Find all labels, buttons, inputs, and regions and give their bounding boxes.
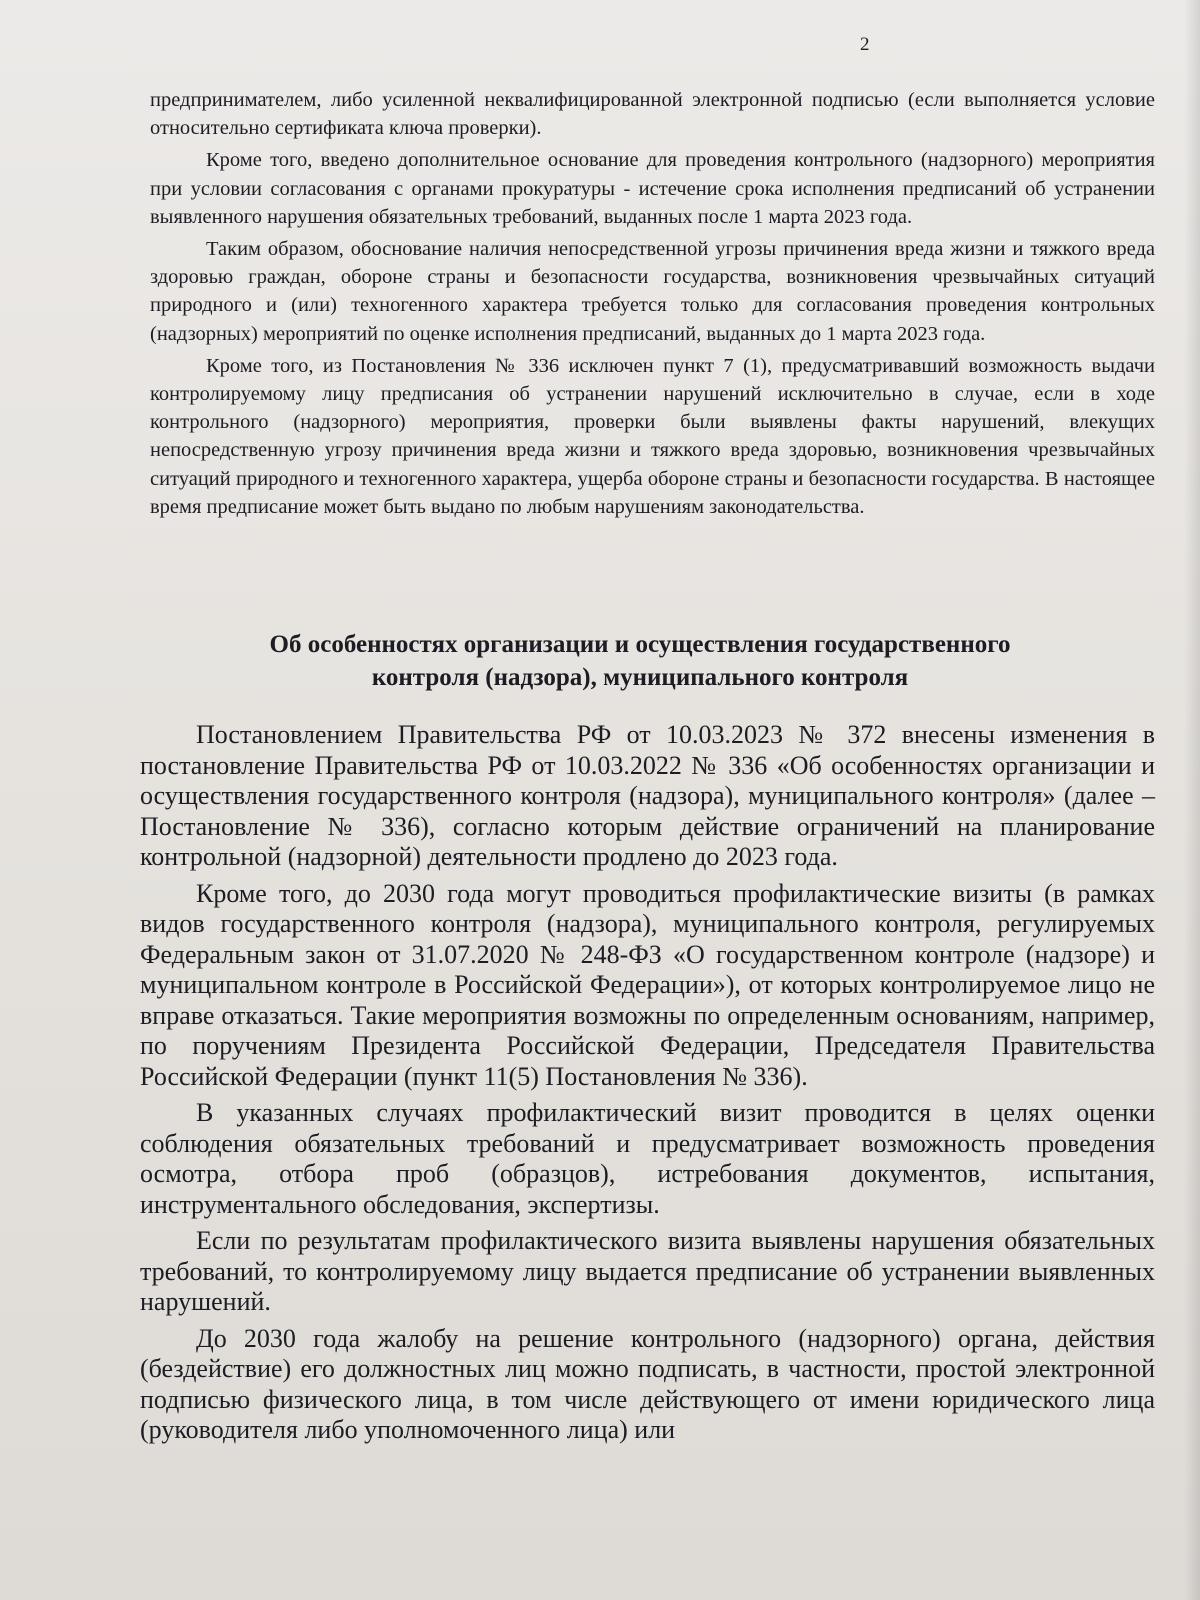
- section-heading-line: Об особенностях организации и осуществления государственного: [269, 631, 1011, 658]
- paragraph: Кроме того, введено дополнительное основание для проведения контрольного (надзорного) мероприятия при условии согласования с органами прокуратуры - истечение срока исполнения предписаний об устранении выявленного нарушения обязательных требований, выданных после 1 марта 2023 года.: [150, 149, 1155, 228]
- paragraph: В указанных случаях профилактический визит проводится в целях оценки соблюдения обязательных требований и предусматривает возможность проведения осмотра, отбора проб (образцов), истребования документов, испытания, инструментального обследования, экспертизы.: [140, 1098, 1155, 1219]
- paragraph: Если по результатам профилактического визита выявлены нарушения обязательных требований, то контролируемому лицу выдается предписание об устранении выявленных нарушений.: [140, 1226, 1155, 1316]
- paragraph: Кроме того, из Постановления № 336 исключен пункт 7 (1), предусматривавший возможность выдачи контролируемому лицу предписания об устранении нарушений исключительно в случае, если в ходе контрольного (надзорного) мероприятия, проверки были выявлены факты нарушений, влекущих непосредственную угрозу причинения вреда жизни и тяжкого вреда здоровью, возникновения чрезвычайных ситуаций природного и техногенного характера, ущерба обороне страны и безопасности государства. В настоящее время предписание может быть выдано по любым нарушениям законодательства.: [150, 354, 1155, 518]
- paragraph-continuation: предпринимателем, либо усиленной неквалифицированной электронной подписью (если выполняется условие относительно сертификата ключа проверки).: [150, 89, 1155, 140]
- section-heading-line: контроля (надзора), муниципального контроля: [371, 664, 909, 691]
- page-number: 2: [860, 34, 870, 55]
- paragraph: Таким образом, обоснование наличия непосредственной угрозы причинения вреда жизни и тяжкого вреда здоровью граждан, обороне страны и безопасности государства, возникновения чрезвычайных ситуаций природного и (или) техногенного характера требуется только для согласования проведения контрольных (надзорных) мероприятий по оценке исполнения предписаний, выданных до 1 марта 2023 года.: [150, 238, 1155, 345]
- paragraph: Кроме того, до 2030 года могут проводиться профилактические визиты (в рамках видов государственного контроля (надзора), муниципального контроля, регулируемых Федеральным закон от 31.07.2020 № 248-ФЗ «О государственном контроле (надзоре) и муниципальном контроле в Российской Федерации»), от которых контролируемое лицо не вправе отказаться. Такие мероприятия возможны по определенным основаниям, например, по поручениям Президента Российской Федерации, Председателя Правительства Российской Федерации (пункт 11(5) Постановления № 336).: [140, 878, 1155, 1091]
- paragraph: Постановлением Правительства РФ от 10.03.2023 № 372 внесены изменения в постановление Правительства РФ от 10.03.2022 № 336 «Об особенностях организации и осуществления государственного контроля (надзора), муниципального контроля» (далее – Постановление № 336), согласно которым действие ограничений на планирование контрольной (надзорной) деятельности продлено до 2023 года.: [140, 720, 1155, 871]
- body-text-block: [140, 720, 1155, 1446]
- page-edge-shadow: [1184, 0, 1200, 1600]
- intro-text-block: [150, 86, 1155, 521]
- paragraph: До 2030 года жалобу на решение контрольного (надзорного) органа, действия (бездействие) его должностных лиц можно подписать, в частности, простой электронной подписью физического лица, в том числе действующего от имени юридического лица (руководителя либо уполномоченного лица) или: [140, 1323, 1155, 1444]
- section-heading: [140, 628, 1140, 694]
